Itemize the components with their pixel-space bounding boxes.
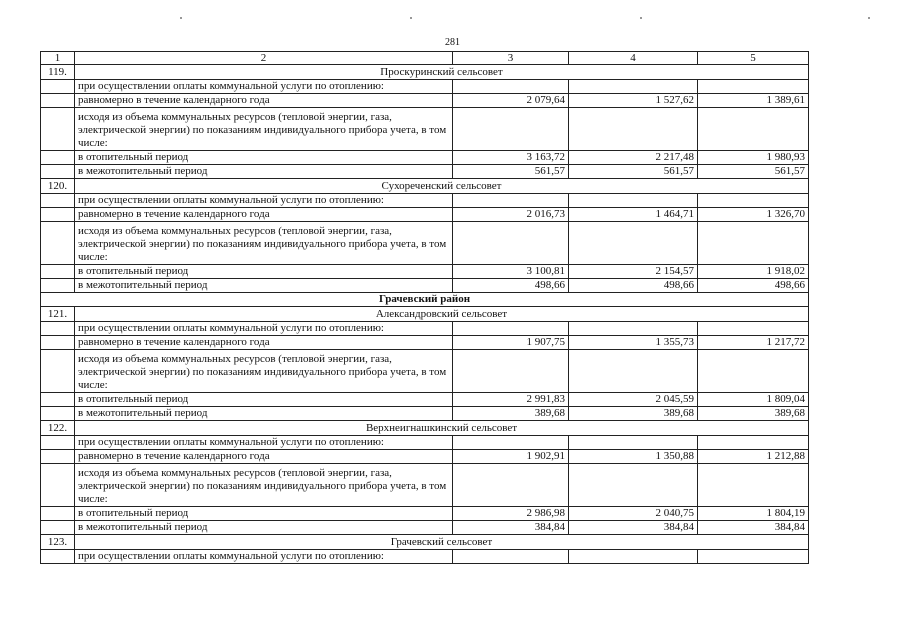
empty-cell [41,464,75,507]
tariff-value: 384,84 [569,521,698,535]
column-header: 3 [453,52,569,65]
tariff-value [569,322,698,336]
row-label: исходя из объема коммунальных ресурсов (тепловой энергии, газа, электрической энергии) по показаниям индивидуального прибора учета, в том числе: [75,464,453,507]
tariff-value [453,108,569,151]
empty-cell [41,108,75,151]
table-row [41,521,809,535]
table-row [41,550,809,564]
settlement-name: Проскуринский сельсовет [75,65,809,80]
tariff-value [698,80,809,94]
row-number: 119. [41,65,75,80]
row-number: 122. [41,421,75,436]
empty-cell [41,80,75,94]
tariff-value: 2 991,83 [453,393,569,407]
row-label: равномерно в течение календарного года [75,336,453,350]
tariff-value: 1 804,19 [698,507,809,521]
table-row [41,393,809,407]
row-number: 121. [41,307,75,322]
tariff-value [698,550,809,564]
empty-cell [41,94,75,108]
tariff-value [569,80,698,94]
empty-cell [41,222,75,265]
page-number: 281 [445,37,460,48]
tariff-value: 498,66 [698,279,809,293]
tariff-value: 384,84 [698,521,809,535]
row-label: в межотопительный период [75,407,453,421]
row-label: в межотопительный период [75,279,453,293]
tariff-value: 1 326,70 [698,208,809,222]
tariff-value: 1 355,73 [569,336,698,350]
tariff-value: 498,66 [569,279,698,293]
row-label: при осуществлении оплаты коммунальной услуги по отоплению: [75,436,453,450]
tariff-value [569,550,698,564]
tariff-value: 561,57 [698,165,809,179]
tariff-value: 2 154,57 [569,265,698,279]
table-row [41,94,809,108]
settlement-name: Сухореченский сельсовет [75,179,809,194]
empty-cell [41,436,75,450]
tariff-value: 1 212,88 [698,450,809,464]
tariff-value: 2 016,73 [453,208,569,222]
row-label: при осуществлении оплаты коммунальной услуги по отоплению: [75,194,453,208]
row-label: при осуществлении оплаты коммунальной услуги по отоплению: [75,322,453,336]
row-label: равномерно в течение календарного года [75,450,453,464]
row-label: в отопительный период [75,393,453,407]
settlement-name: Грачевский сельсовет [75,535,809,550]
tariff-value [453,222,569,265]
table-row [41,436,809,450]
table-row [41,507,809,521]
tariff-value: 1 350,88 [569,450,698,464]
tariff-value: 1 527,62 [569,94,698,108]
column-header: 2 [75,52,453,65]
scan-speck [868,17,870,19]
row-label: в отопительный период [75,265,453,279]
tariff-value [453,322,569,336]
table-row [41,464,809,507]
empty-cell [41,279,75,293]
table-row [41,80,809,94]
row-label: исходя из объема коммунальных ресурсов (тепловой энергии, газа, электрической энергии) по показаниям индивидуального прибора учета, в том числе: [75,108,453,151]
tariff-value [698,436,809,450]
settlement-header-row [41,179,809,194]
table-row [41,322,809,336]
tariff-value [698,350,809,393]
row-label: равномерно в течение календарного года [75,208,453,222]
column-header: 1 [41,52,75,65]
district-name: Грачевский район [41,293,809,307]
empty-cell [41,393,75,407]
tariff-value [453,350,569,393]
tariff-value: 3 163,72 [453,151,569,165]
tariff-value [453,80,569,94]
tariff-value [698,222,809,265]
tariff-value [569,108,698,151]
row-label: в отопительный период [75,151,453,165]
tariff-value: 498,66 [453,279,569,293]
tariff-value: 1 464,71 [569,208,698,222]
tariff-value: 3 100,81 [453,265,569,279]
row-label: в межотопительный период [75,165,453,179]
empty-cell [41,194,75,208]
settlement-header-row [41,65,809,80]
table-row [41,208,809,222]
tariff-value [453,194,569,208]
tariff-value [453,550,569,564]
empty-cell [41,350,75,393]
tariff-table [40,51,809,564]
tariff-value [453,464,569,507]
tariff-value: 384,84 [453,521,569,535]
tariff-value [569,436,698,450]
table-row [41,279,809,293]
row-label: при осуществлении оплаты коммунальной услуги по отоплению: [75,550,453,564]
tariff-value: 1 389,61 [698,94,809,108]
table-row [41,108,809,151]
tariff-value: 1 980,93 [698,151,809,165]
tariff-value: 1 217,72 [698,336,809,350]
row-label: в отопительный период [75,507,453,521]
empty-cell [41,336,75,350]
table-row [41,265,809,279]
empty-cell [41,322,75,336]
table-row [41,165,809,179]
table-row [41,336,809,350]
settlement-name: Александровский сельсовет [75,307,809,322]
tariff-value: 1 902,91 [453,450,569,464]
empty-cell [41,265,75,279]
tariff-value [698,464,809,507]
tariff-value: 389,68 [698,407,809,421]
tariff-value [569,194,698,208]
tariff-table-body [41,52,809,564]
row-number: 120. [41,179,75,194]
tariff-value [569,222,698,265]
empty-cell [41,208,75,222]
tariff-value [453,436,569,450]
table-row [41,194,809,208]
row-label: равномерно в течение календарного года [75,94,453,108]
row-label: исходя из объема коммунальных ресурсов (тепловой энергии, газа, электрической энергии) по показаниям индивидуального прибора учета, в том числе: [75,350,453,393]
tariff-value: 2 986,98 [453,507,569,521]
row-number: 123. [41,535,75,550]
tariff-value: 561,57 [569,165,698,179]
settlement-header-row [41,535,809,550]
table-row [41,450,809,464]
district-header-row [41,293,809,307]
tariff-value: 561,57 [453,165,569,179]
empty-cell [41,507,75,521]
table-row [41,222,809,265]
column-number-header-row [41,52,809,65]
tariff-value: 2 045,59 [569,393,698,407]
tariff-value: 1 918,02 [698,265,809,279]
tariff-value: 2 079,64 [453,94,569,108]
empty-cell [41,151,75,165]
settlement-name: Верхнеигнашкинский сельсовет [75,421,809,436]
tariff-value [569,350,698,393]
row-label: исходя из объема коммунальных ресурсов (тепловой энергии, газа, электрической энергии) по показаниям индивидуального прибора учета, в том числе: [75,222,453,265]
row-label: при осуществлении оплаты коммунальной услуги по отоплению: [75,80,453,94]
tariff-value: 389,68 [569,407,698,421]
tariff-value [698,108,809,151]
tariff-value [698,322,809,336]
table-row [41,350,809,393]
row-label: в межотопительный период [75,521,453,535]
column-header: 5 [698,52,809,65]
scan-speck [180,17,182,19]
empty-cell [41,521,75,535]
empty-cell [41,550,75,564]
tariff-value: 2 040,75 [569,507,698,521]
tariff-value [569,464,698,507]
tariff-value [698,194,809,208]
settlement-header-row [41,421,809,436]
empty-cell [41,165,75,179]
tariff-value: 2 217,48 [569,151,698,165]
table-row [41,151,809,165]
empty-cell [41,407,75,421]
empty-cell [41,450,75,464]
settlement-header-row [41,307,809,322]
tariff-value: 1 809,04 [698,393,809,407]
column-header: 4 [569,52,698,65]
tariff-value: 1 907,75 [453,336,569,350]
scan-speck [410,17,412,19]
table-row [41,407,809,421]
scan-speck [640,17,642,19]
tariff-value: 389,68 [453,407,569,421]
